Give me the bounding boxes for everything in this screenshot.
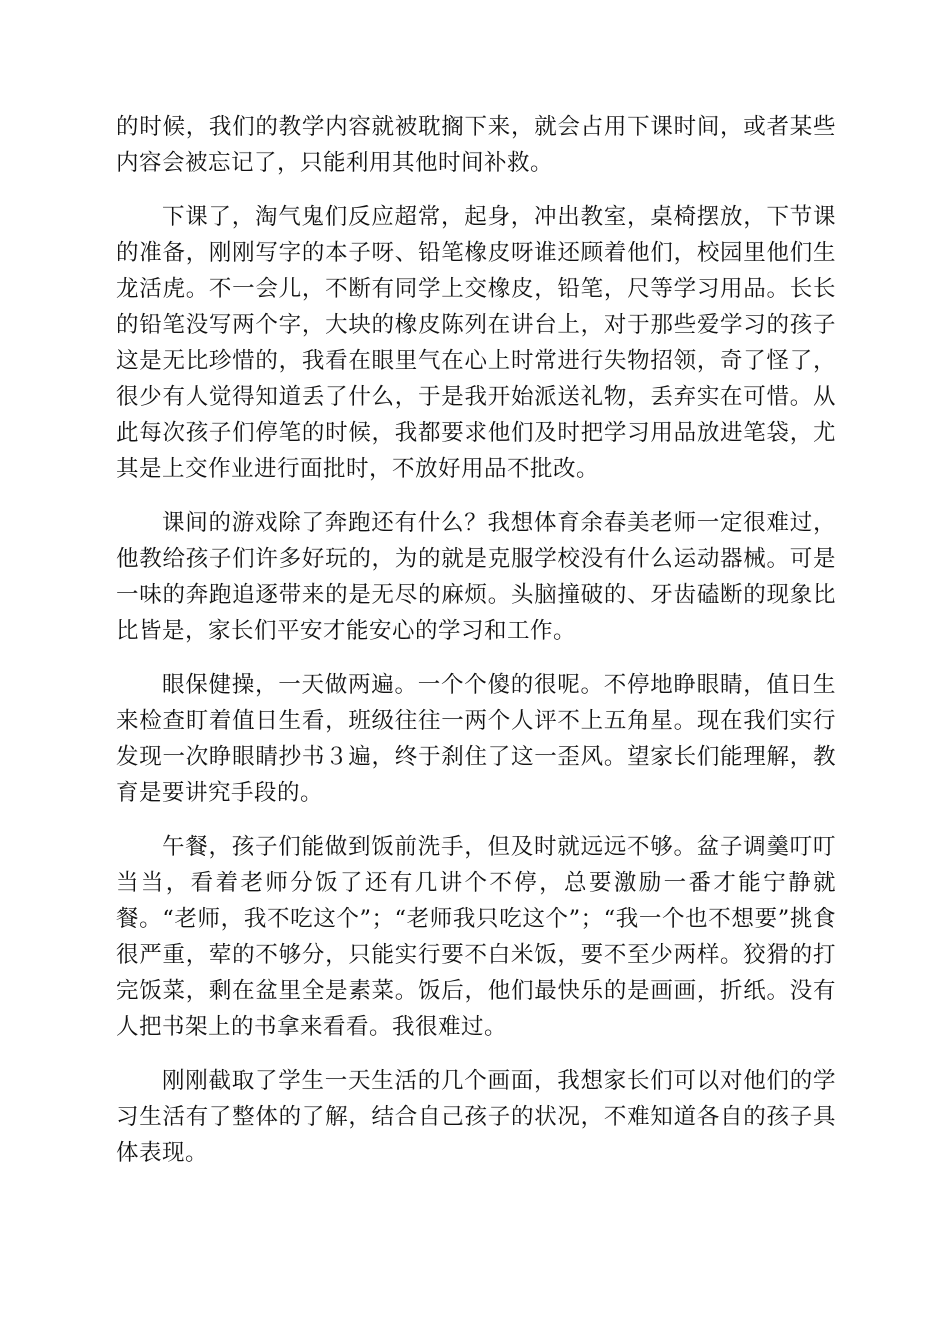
paragraph-6: 刚刚截取了学生一天生活的几个画面，我想家长们可以对他们的学习生活有了整体的了解，结合自己孩子的状况，不难知道各自的孩子具体表现。 xyxy=(116,1068,836,1166)
paragraph-1: 的时候，我们的教学内容就被耽搁下来，就会占用下课时间，或者某些内容会被忘记了，只能利用其他时间补救。 xyxy=(116,114,836,176)
paragraph-3: 课间的游戏除了奔跑还有什么？我想体育余春美老师一定很难过，他教给孩子们许多好玩的，为的就是克服学校没有什么运动器械。可是一味的奔跑追逐带来的是无尽的麻烦。头脑撞破的、牙齿磕断的现象比比皆是，家长们平安才能安心的学习和工作。 xyxy=(116,510,836,644)
paragraph-5: 午餐，孩子们能做到饭前洗手，但及时就远远不够。盆子调羹叮叮当当，看着老师分饭了还有几讲个不停，总要激励一番才能宁静就餐。“老师，我不吃这个”；“老师我只吃这个”；“我一个也不想要”挑食很严重，荤的不够分，只能实行要不白米饭，要不至少两样。狡猾的打完饭菜，剩在盆里全是素菜。饭后，他们最快乐的是画画，折纸。没有人把书架上的书拿来看看。我很难过。 xyxy=(116,834,836,1040)
paragraph-2: 下课了，淘气鬼们反应超常，起身，冲出教室，桌椅摆放，下节课的准备，刚刚写字的本子呀、铅笔橡皮呀谁还顾着他们，校园里他们生龙活虎。不一会儿，不断有同学上交橡皮，铅笔，尺等学习用品。长长的铅笔没写两个字，大块的橡皮陈列在讲台上，对于那些爱学习的孩子这是无比珍惜的，我看在眼里气在心上时常进行失物招领，奇了怪了，很少有人觉得知道丢了什么，于是我开始派送礼物，丢弃实在可惜。从此每次孩子们停笔的时候，我都要求他们及时把学习用品放进笔袋，尤其是上交作业进行面批时，不放好用品不批改。 xyxy=(116,204,836,482)
paragraph-4: 眼保健操，一天做两遍。一个个傻的很呢。不停地睁眼睛，值日生来检查盯着值日生看，班级往往一两个人评不上五角星。现在我们实行发现一次睁眼睛抄书３遍，终于刹住了这一歪风。望家长们能理解，教育是要讲究手段的。 xyxy=(116,672,836,806)
document-body xyxy=(116,109,836,1189)
